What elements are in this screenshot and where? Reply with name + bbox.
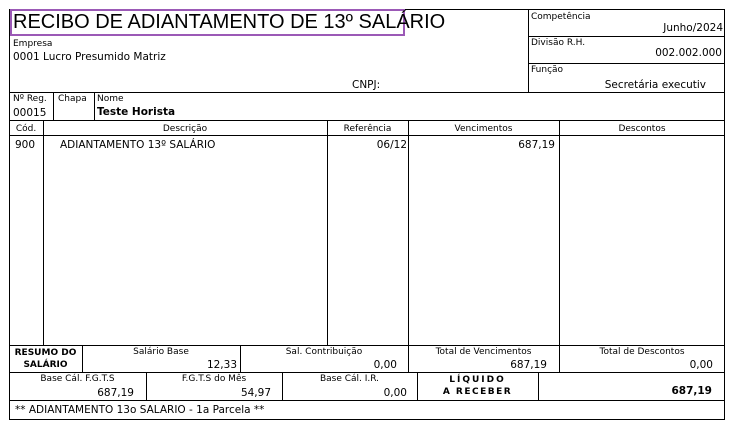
divider: [528, 63, 725, 64]
divider: [559, 120, 560, 345]
base-fgts-value: 687,19: [97, 387, 134, 399]
divider: [327, 120, 328, 345]
salario-base-label: Salário Base: [133, 347, 189, 357]
divider: [528, 9, 529, 93]
nreg-value: 00015: [13, 107, 47, 119]
item-cod: 900: [15, 139, 36, 151]
resumo-label-line2: SALÁRIO: [23, 360, 68, 370]
divisao-label: Divisão R.H.: [531, 38, 586, 48]
total-venc-value: 687,19: [510, 359, 547, 371]
divider: [528, 36, 725, 37]
fgts-mes-value: 54,97: [240, 387, 271, 399]
empresa-label: Empresa: [13, 39, 53, 49]
page-title: RECIBO DE ADIANTAMENTO DE 13º SALÁRIO: [13, 11, 446, 33]
nreg-label: Nº Reg.: [13, 94, 47, 104]
divider: [94, 92, 95, 120]
base-ir-value: 0,00: [383, 387, 407, 399]
funcao-value: Secretária executiv: [604, 79, 706, 91]
divider: [9, 135, 725, 136]
col-header-referencia: Referência: [343, 124, 392, 134]
resumo-label-line1: RESUMO DO: [14, 348, 77, 358]
item-referencia: 06/12: [376, 139, 407, 151]
divider: [9, 400, 725, 401]
liquido-label-line1: LÍQUIDO: [449, 375, 506, 385]
total-desc-value: 0,00: [689, 359, 713, 371]
divider: [9, 92, 725, 93]
nome-label: Nome: [97, 94, 124, 104]
item-vencimentos: 687,19: [518, 139, 555, 151]
sal-contrib-value: 0,00: [373, 359, 397, 371]
competencia-label: Competência: [531, 12, 591, 22]
empresa-value: 0001 Lucro Presumido Matriz: [13, 51, 166, 63]
liquido-value: 687,19: [671, 385, 712, 397]
salario-base-value: 12,33: [206, 359, 237, 371]
col-header-descricao: Descrição: [162, 124, 208, 134]
total-venc-label: Total de Vencimentos: [435, 347, 532, 357]
funcao-label: Função: [531, 65, 564, 75]
divider: [538, 372, 539, 400]
divisao-value: 002.002.000: [655, 47, 722, 59]
base-ir-label: Base Cál. I.R.: [319, 374, 380, 384]
col-header-descontos: Descontos: [618, 124, 666, 134]
col-header-vencimentos: Vencimentos: [454, 124, 513, 134]
base-fgts-label: Base Cál. F.G.T.S: [40, 374, 115, 384]
cnpj-label: CNPJ:: [352, 79, 381, 91]
divider: [408, 120, 409, 345]
liquido-label-line2: A RECEBER: [442, 387, 513, 397]
footer-note: ** ADIANTAMENTO 13o SALARIO - 1a Parcela **: [15, 404, 265, 416]
col-header-cod: Cód.: [15, 124, 37, 134]
divider: [9, 120, 725, 121]
receipt-frame: [9, 9, 725, 420]
competencia-value: Junho/2024: [663, 22, 723, 34]
fgts-mes-label: F.G.T.S do Mês: [181, 374, 247, 384]
divider: [43, 120, 44, 345]
total-desc-label: Total de Descontos: [599, 347, 685, 357]
divider: [9, 345, 725, 346]
sal-contrib-label: Sal. Contribuição: [285, 347, 363, 357]
nome-value: Teste Horista: [97, 106, 176, 118]
divider: [9, 372, 725, 373]
item-descricao: ADIANTAMENTO 13º SALÁRIO: [60, 139, 216, 151]
chapa-label: Chapa: [58, 94, 87, 104]
divider: [53, 92, 54, 120]
